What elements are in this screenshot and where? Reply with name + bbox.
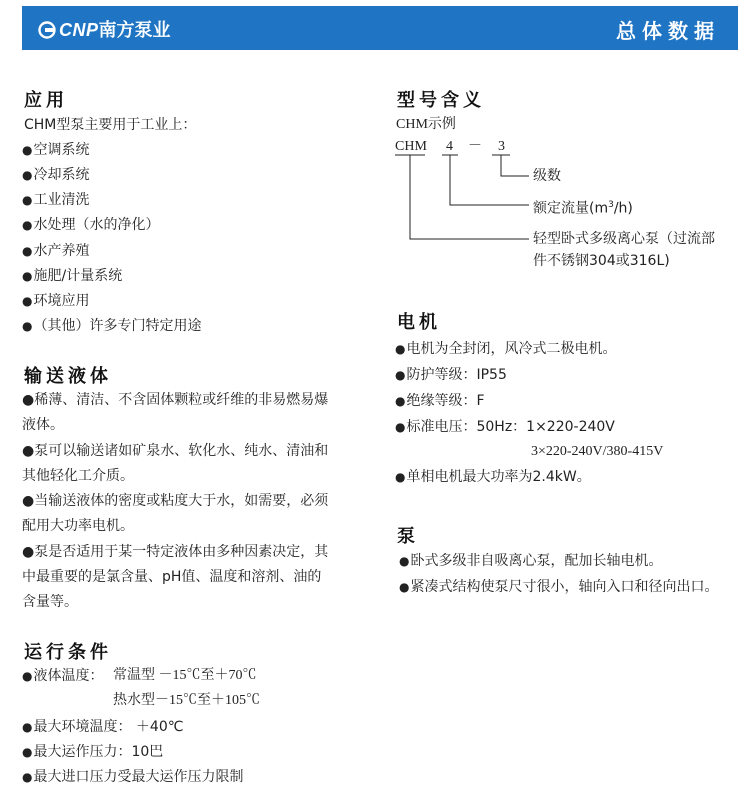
liquid-temp-normal: 常温型 －15℃至＋70℃ (113, 668, 257, 683)
liquids-line: 其他轻化工介质。 (22, 468, 134, 484)
label-type-2: 件不锈钢304或316L) (533, 253, 670, 269)
code-flow: 4 (446, 139, 453, 154)
application-item: ● 水处理（水的净化） (22, 217, 159, 233)
page-title: 总体数据 (616, 19, 720, 43)
label-flow: 额定流量$(m^3/h)$ (533, 200, 633, 217)
liquids-line: 配用大功率电机。 (22, 518, 134, 534)
connector-type (410, 155, 529, 239)
liquid-temp-hot: 热水型－15℃至＋105℃ (113, 693, 260, 708)
operating-heading: 运行条件 (24, 642, 112, 663)
pump-heading: 泵 (397, 526, 419, 547)
applications-intro: CHM型泵主要用于工业上： (24, 117, 197, 133)
max-pressure: ● 最大运作压力：10巴 (22, 744, 163, 760)
motor-item: ● 电机为全封闭，风冷式二极电机。 (395, 341, 616, 357)
liquids-line: ●泵是否适用于某一特定液体由多种因素决定，其 (22, 544, 329, 560)
brand-cn: 南方泵业 (98, 20, 171, 41)
motor-heading: 电机 (397, 312, 441, 333)
application-item: ● 施肥/计量系统 (22, 268, 122, 284)
application-item: ● 工业清洗 (22, 192, 89, 208)
ambient-temp: ● 最大环境温度： ＋40℃ (22, 719, 183, 735)
liquids-heading: 输送液体 (24, 366, 112, 387)
label-type-1: 轻型卧式多级离心泵（过流部 (533, 231, 715, 247)
liquids-line: 液体。 (22, 417, 64, 433)
motor-voltage-line2: 3×220-240V/380-415V (531, 444, 664, 459)
applications-heading: 应用 (24, 90, 68, 111)
pump-item: ● 卧式多级非自吸离心泵，配加长轴电机。 (399, 553, 662, 569)
liquids-line: 中最重要的是氯含量、pH值、温度和溶剂、油的 (22, 569, 322, 585)
model-heading: 型号含义 (397, 90, 485, 111)
application-item: ● 环境应用 (22, 293, 89, 309)
motor-item: ● 防护等级：IP55 (395, 367, 507, 383)
application-item: ● （其他）许多专门特定用途 (22, 318, 201, 334)
liquid-temp-label: ● 液体温度： (22, 668, 103, 684)
code-chm: CHM (395, 139, 427, 154)
motor-power: ● 单相电机最大功率为2.4kW。 (395, 469, 591, 485)
code-stages: 3 (498, 139, 505, 154)
model-example: CHM示例 (396, 117, 456, 132)
code-dash: － (468, 139, 482, 154)
pump-item: ● 紧凑式结构使泵尺寸很小，轴向入口和径向出口。 (399, 579, 718, 595)
connector-stages (501, 155, 529, 176)
label-stages: 级数 (533, 168, 561, 184)
liquids-line: ●稀薄、清洁、不含固体颗粒或纤维的非易燃易爆 (22, 392, 329, 408)
liquids-line: ●泵可以输送诸如矿泉水、软化水、纯水、清油和 (22, 443, 329, 459)
application-item: ● 水产养殖 (22, 243, 89, 259)
motor-item: ● 绝缘等级：F (395, 393, 485, 409)
inlet-pressure: ● 最大进口压力受最大运作压力限制 (22, 769, 243, 785)
application-item: ● 冷却系统 (22, 167, 89, 183)
application-item: ● 空调系统 (22, 142, 89, 158)
liquids-line: ●当输送液体的密度或粘度大于水，如需要，必须 (22, 493, 329, 509)
connector-flow (450, 155, 529, 205)
brand-latin: CNP (59, 20, 99, 40)
liquids-line: 含量等。 (22, 594, 78, 610)
motor-item: ● 标准电压：50Hz：1×220-240V (395, 419, 615, 435)
